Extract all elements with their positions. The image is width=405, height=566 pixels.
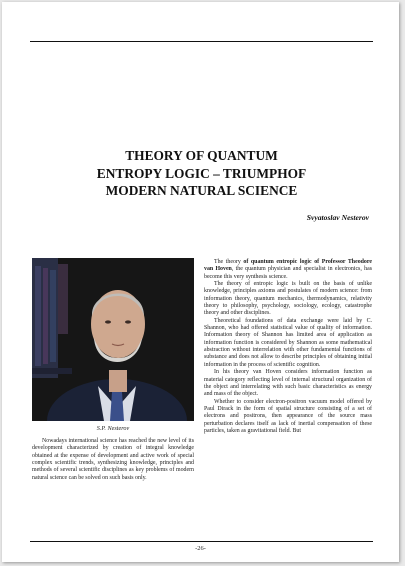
title-line: MODERN NATURAL SCIENCE (105, 183, 298, 198)
page-number: -26- (195, 545, 206, 552)
author-name: Svyatoslav Nesterov (306, 213, 369, 222)
paragraph: The theory of entropic logic is built on the basis of unlike knowledge, principles axioms and postulates of modern science: from information theory, quantum mechanics, thermodynamics, relativity theory to philosophy, psychology, sociology, ecology, catastrophe theory and other disciplines. (204, 281, 372, 317)
document-page (2, 2, 399, 562)
article-title (30, 147, 373, 200)
title-line: THEORY OF QUANTUM (125, 148, 278, 163)
top-rule (30, 41, 373, 42)
paragraph: Whether to consider electron-positron vacuum model offered by Paul Dirack in the form of spatial structure consisting of a set of electrons and positrons, then appearance of the source mass perturbation declares itself as lack of inertial compensation of these particles, taken as gravitational field. But (204, 398, 372, 434)
portrait-illustration (32, 258, 194, 421)
paragraph: The theory of quantum entropic logic of Professor Theodore van Hoven, the quantum physician and specialist in electronics, has become this very synthesis science. (204, 259, 372, 280)
author-photo (32, 258, 194, 421)
paragraph: In his theory van Hoven considers information function as material category reflecting level of internal structural organization of the object and interrelating with such basic characteristics as energy and mass of the object. (204, 369, 372, 398)
bold-phrase: of quantum entropic logic of Professor Theodore van Hoven (204, 259, 372, 273)
right-column (204, 259, 372, 435)
photo-caption: S.P. Nesterov (96, 425, 130, 432)
paragraph: Nowadays international science has reached the new level of its development characterized by creation of integral knowledge obtained at the expense of development and active work of special complex scientific trends, synthesizing knowledge, principles and methods of several scientific disciplines as key problems of modern natural science can be solved on such basis only. (32, 438, 194, 481)
left-column (32, 438, 194, 482)
bottom-rule (30, 541, 373, 542)
paragraph: Theoretical foundations of data exchange were laid by C. Shannon, who had offered statistical value of quality of information. Information theory of Shannon has limited area of application as information function is considered by Shannon as some mathematical abstraction without interrelation with other fundamental functions of substance and does not allow to describe principles of obtaining initial information in the process of scientific cognition. (204, 317, 372, 368)
title-line: ENTROPY LOGIC – TRIUMPHOF (96, 165, 307, 181)
